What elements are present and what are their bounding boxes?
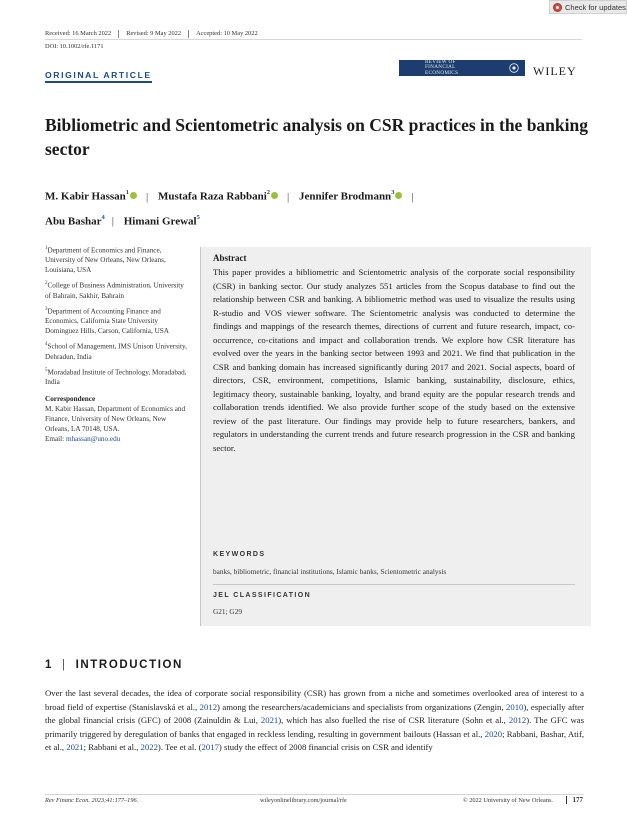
citation-link[interactable]: 2020 [484,728,503,739]
section-heading-introduction [45,659,183,671]
section-title: INTRODUCTION [75,659,183,671]
author-separator: | [287,190,290,203]
correspondence-email [45,434,190,444]
citation-link[interactable]: 2021 [66,742,84,752]
check-for-updates-button[interactable] [549,0,627,14]
affiliation-text: College of Business Administration, University of Bahrain, Sakhir, Bahrain [45,281,184,300]
jel-heading: JEL CLASSIFICATION [213,592,312,599]
correspondence-text: M. Kabir Hassan, Department of Economics and Finance, University of New Orleans, New Orleans, LA 70148, USA. [45,404,186,433]
submission-dates [45,30,265,38]
affiliation-text: School of Management, IMS Unison University, Dehradun, India [45,342,187,361]
revised-date: Revised: 9 May 2022 [118,30,188,38]
orcid-icon[interactable] [130,192,137,199]
publisher-logo: WILEY [533,64,577,78]
abstract-divider [213,584,575,585]
affiliation [45,244,190,275]
citation-link[interactable]: 2022 [140,742,158,752]
orcid-icon[interactable] [271,192,278,199]
affiliation-number: 3 [45,306,48,312]
abstract-box [200,247,591,626]
author-list [45,183,565,232]
introduction-paragraph [45,687,584,755]
intro-text: ). The GFC was primarily triggered by deregulation of banks that engaged in reckless lending, resulting in government bailouts (Hassan et al., [45,715,584,739]
intro-text: ) study the effect of 2008 financial crisis on CSR and identify [218,742,433,752]
affiliation-number: 4 [45,342,48,348]
check-updates-icon [553,3,562,12]
intro-text: ), which has also fuelled the rise of CSR literature (Sohn et al., [278,715,509,725]
section-separator: | [62,659,67,671]
affiliation-number: 1 [45,246,48,251]
keywords-text: banks, bibliometric, financial institutions, Islamic banks, Scientometric analysis [213,567,447,576]
citation-link[interactable]: 2021 [260,715,279,725]
header-divider [45,39,582,40]
affiliation [45,366,190,387]
section-number: 1 [45,659,53,671]
citation-link[interactable]: 2010 [506,701,524,712]
check-updates-label: Check for updates [565,2,626,12]
abstract-text: This paper provides a bibliometric and Scientometric analysis of the corporate social responsibility (CSR) in banking sector. Our study analyzes 551 articles from the Scopus database to find out the relationship between CSR and banking. A bibliometric method was used to visualize the results using R-studio and VOS viewer software. The Scientometric analysis was conducted to determine the findings and mappings of the research themes, directions of current and future research, impact, co-occurrence, co-citations and impact and collaboration trends. We explore how CSR literature has evolved over the years in the banking sector between 1993 and 2021. We find that publication in the CSR and banking domain has increased significantly during 2017 and 2021. Social aspects, board of directors, CSR, environment, competitions, Islamic banking, sustainability, disclosure, ethics, legitimacy theory, sustainable banking, loyalty, and brand equity are the popular research trends and collaboration trends identified. We also provide further scope of the study based on the extensive review of the past literature. Our findings may provide help to future researchers, bankers, and regulators in understanding the current trends and future research progression in the CSR and banking sector. [213,267,575,453]
citation-link[interactable]: 2017 [201,742,219,752]
author-name[interactable]: Himani Grewal [123,215,197,228]
affiliation [45,305,190,336]
jel-text: G21; G29 [213,607,242,616]
correspondence-heading: Correspondence [45,394,96,403]
citation-link[interactable]: 2012 [199,701,218,712]
received-date: Received: 16 March 2022 [45,30,112,37]
affiliation [45,340,190,361]
keywords-heading: KEYWORDS [213,551,266,558]
author-name[interactable]: Abu Bashar [45,215,102,228]
orcid-icon[interactable] [395,192,402,199]
footer-copyright: © 2022 University of New Orleans. [462,797,553,804]
intro-text: Over the last several decades, the idea of corporate social responsibility (CSR) has grown from a niche and sometimes overlooked area of interest to a broad field of expertise (Stanislavská et al., [45,688,584,712]
author-separator: | [111,215,114,228]
journal-logo-line1: REVIEW OF [425,58,456,65]
footer-journal-citation: Rev Financ Econ. 2023;41:177–196. [45,797,139,804]
author-name[interactable]: M. Kabir Hassan [45,190,126,203]
affiliation-text: Department of Economics and Finance, University of New Orleans, New Orleans, Louisiana, USA [45,246,166,275]
doi: DOI: 10.1002/rfe.1171 [45,43,104,50]
intro-text: ; Rabbani, Bashar, Atif, et al., [45,728,585,752]
author-affiliation-ref[interactable]: 2 [266,189,271,196]
affiliation-number: 2 [45,281,48,287]
email-label: Email: [45,434,66,443]
accepted-date: Accepted: 10 May 2022 [188,30,265,38]
article-title: Bibliometric and Scientometric analysis on CSR practices in the banking sector [45,115,588,159]
author-separator: | [146,190,149,203]
affiliation-text: Department of Accounting Finance and Economics, California State University Dominguez Hills, Carson, California, USA [45,307,169,336]
author-affiliation-ref[interactable]: 5 [196,213,200,221]
footer-journal-url[interactable]: wileyonlinelibrary.com/journal/rfe [260,797,347,804]
author-name[interactable]: Mustafa Raza Rabbani [157,190,267,203]
affiliation-number: 5 [45,367,48,373]
journal-logo-text [425,60,458,77]
intro-text: ), especially after the global financial crisis (GFC) of 2008 (Zainuldin & Lui, [45,701,584,725]
journal-logo-line2: FINANCIAL [425,64,456,71]
citation-link[interactable]: 2012 [508,715,527,725]
intro-text: ) among the researchers/academicians and specialists from organizations (Zengin, [217,701,506,712]
footer-divider [45,794,583,795]
journal-logo [399,60,525,76]
journal-logo-line3: ECONOMICS [425,69,459,76]
article-type-label: ORIGINAL ARTICLE [45,70,152,83]
affiliations-column [45,244,190,444]
intro-text: ). Tee et al. ( [157,742,202,752]
university-seal-icon [509,63,519,73]
abstract-heading: Abstract [213,253,247,263]
page-number: 177 [566,796,584,804]
author-separator: | [411,190,414,203]
author-name[interactable]: Jennifer Brodmann [298,190,392,203]
author-affiliation-ref[interactable]: 4 [101,213,105,221]
author-affiliation-ref[interactable]: 3 [391,189,395,196]
affiliation [45,279,190,300]
intro-text: ; Rabbani et al., [83,742,141,752]
email-link[interactable]: mhassan@uno.edu [65,434,121,443]
author-affiliation-ref[interactable]: 1 [125,189,130,196]
affiliation-text: Moradabad Institute of Technology, Moradabad, India [45,367,187,386]
